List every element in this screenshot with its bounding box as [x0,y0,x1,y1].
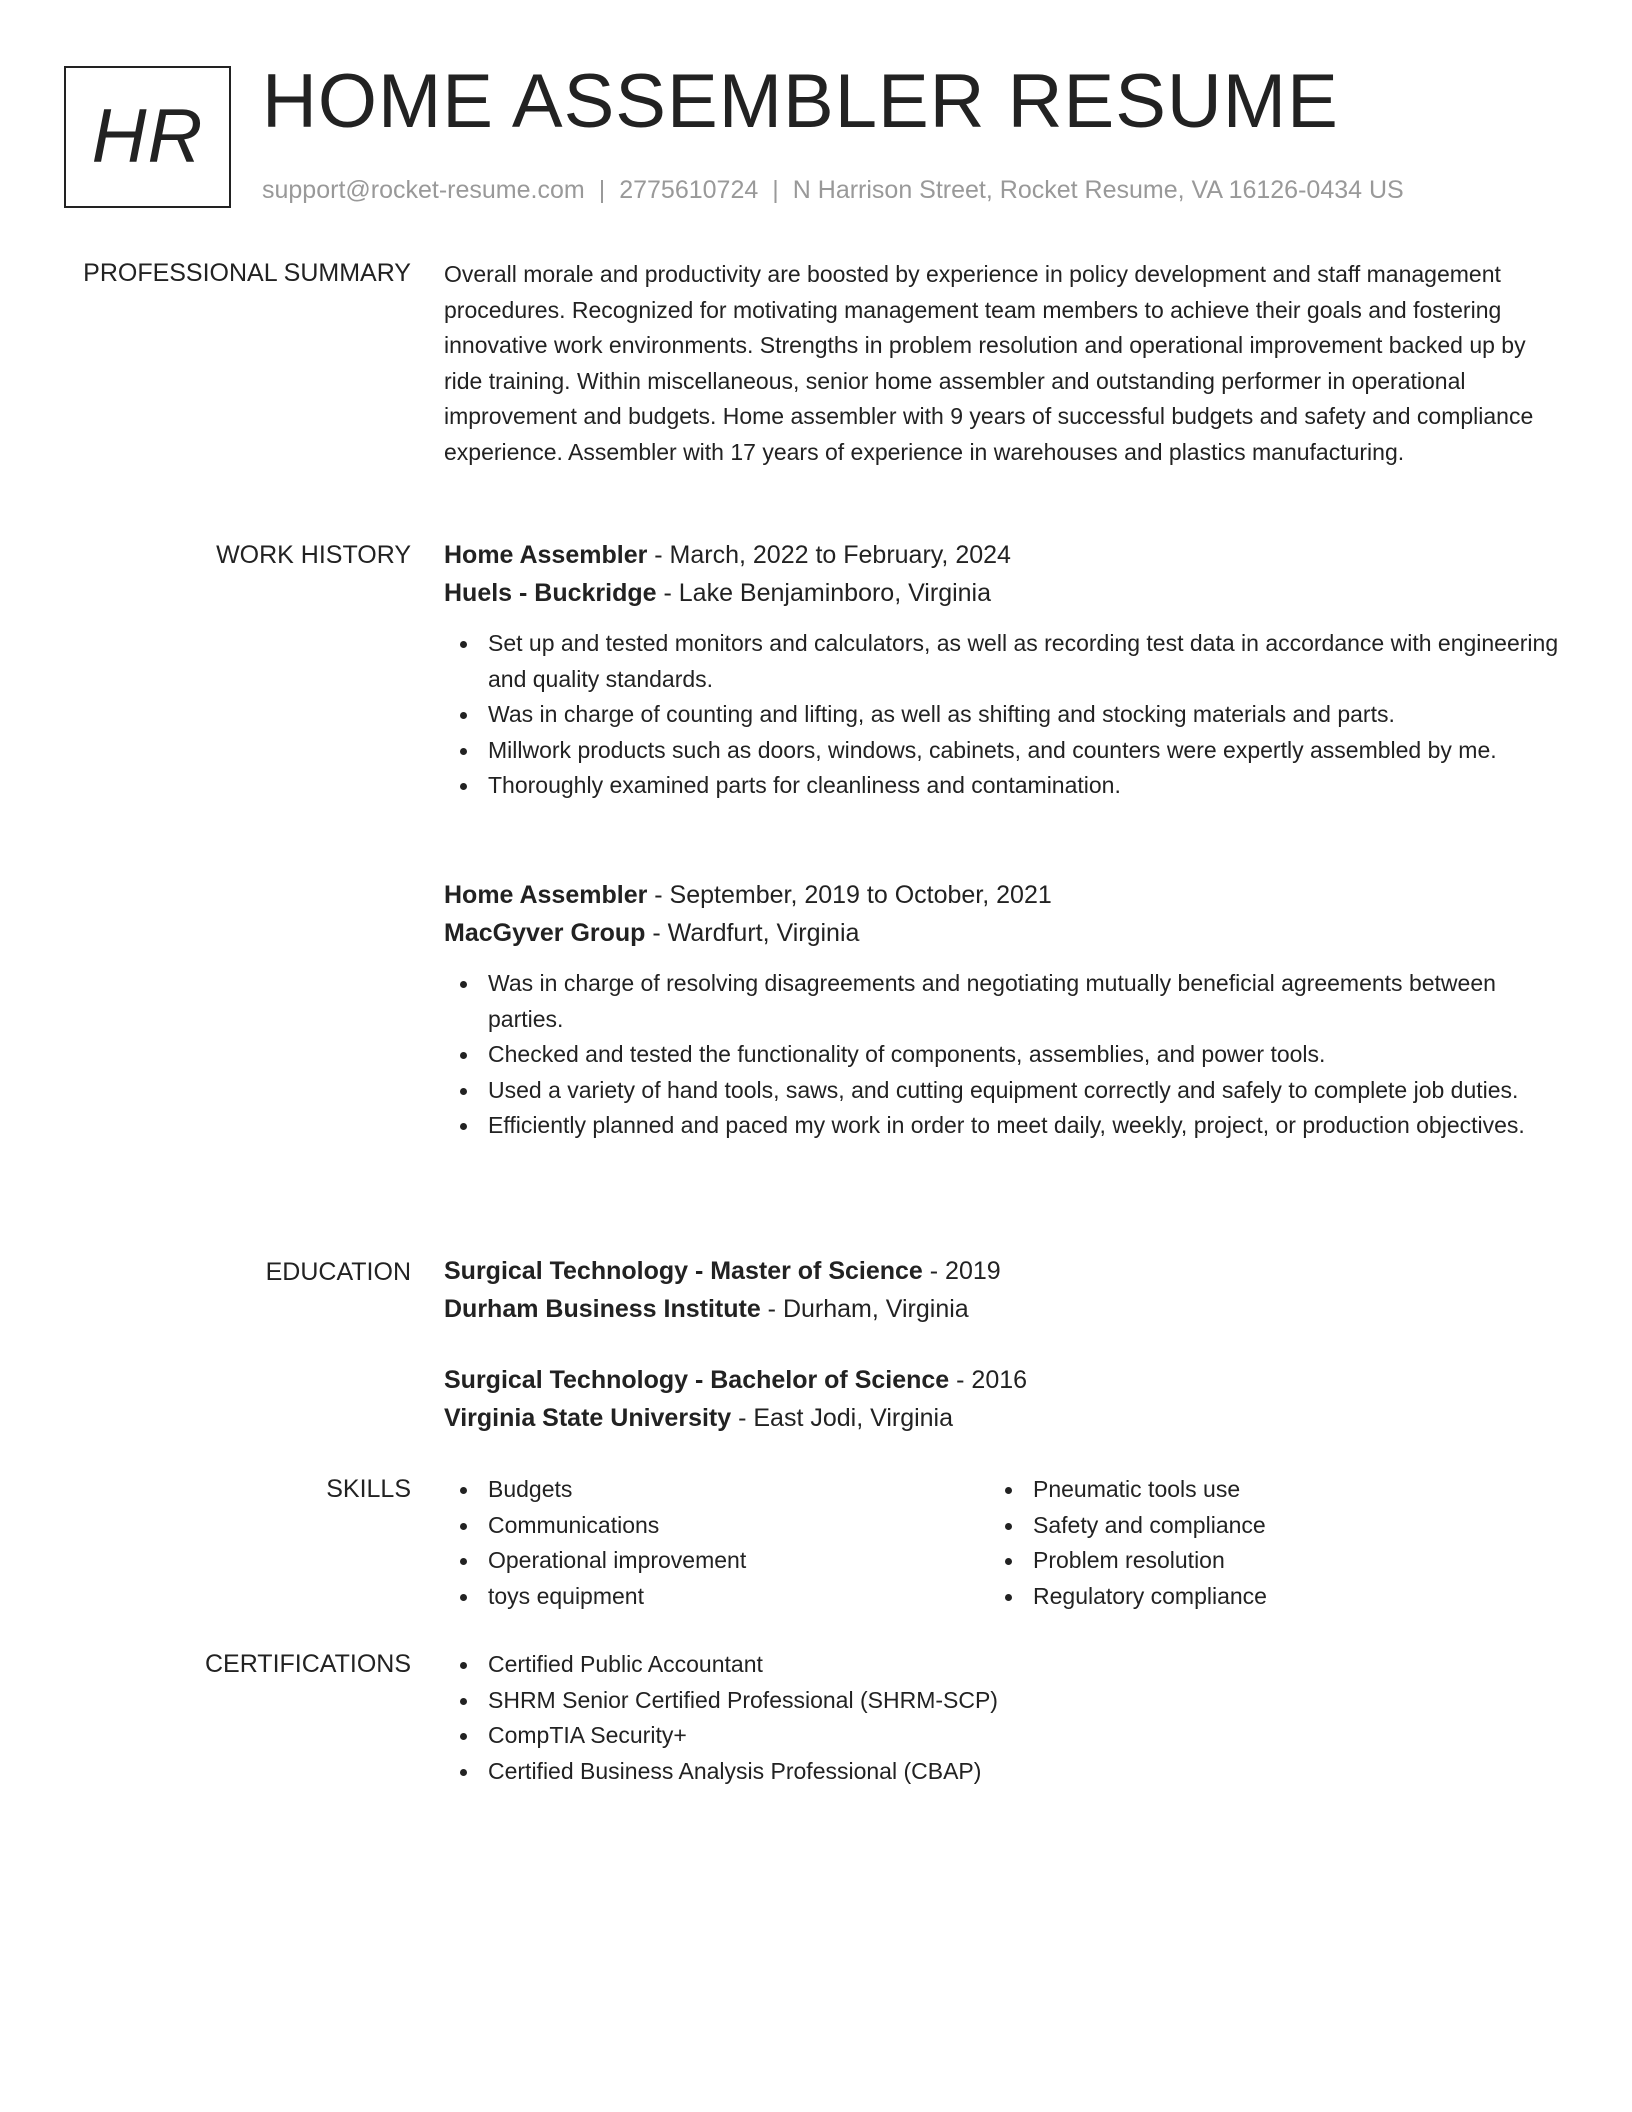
section-label-skills: SKILLS [326,1475,411,1503]
certification-item: Certified Public Accountant [444,1647,1564,1683]
job-entry [444,536,1564,804]
job-dates: - September, 2019 to October, 2021 [647,881,1052,909]
job-company-line [444,574,1564,612]
section-label-certifications: CERTIFICATIONS [204,1650,411,1678]
job-company: MacGyver Group [444,919,646,947]
job-title-line [444,536,1564,574]
school: Virginia State University [444,1404,732,1432]
degree-line [444,1252,1564,1290]
school-line [444,1399,1564,1437]
skill-item: Regulatory compliance [989,1579,1534,1615]
education-entry [444,1252,1564,1328]
contact-separator: | [598,176,606,204]
certifications-list-wrap [444,1647,1564,1789]
job-title-line [444,876,1564,914]
degree-year: - 2016 [949,1366,1028,1394]
certification-item: CompTIA Security+ [444,1718,1564,1754]
job-bullet: Efficiently planned and paced my work in order to meet daily, weekly, project, or production objectives. [444,1108,1564,1144]
degree-year: - 2019 [922,1257,1001,1285]
education-entry [444,1361,1564,1437]
section-label-education: EDUCATION [265,1258,411,1286]
certification-item: SHRM Senior Certified Professional (SHRM-SCP) [444,1683,1564,1719]
skill-item: Communications [444,1508,989,1544]
job-bullets [444,626,1564,804]
job-location: - Lake Benjaminboro, Virginia [656,579,992,607]
job-location: - Wardfurt, Virginia [645,919,860,947]
skills-column-right [989,1472,1534,1614]
degree: Surgical Technology - Bachelor of Science [444,1366,950,1394]
summary-text: Overall morale and productivity are boosted by experience in policy development and staff management procedures. Recognized for motivating management team members to achieve their goals and fostering innovative work environments. Strengths in problem resolution and operational improvement backed up by ride training. Within miscellaneous, senior home assembler and outstanding performer in operational improvement and budgets. Home assembler with 9 years of successful budgets and safety and compliance experience. Assembler with 17 years of experience in warehouses and plastics manufacturing. [444,261,1534,465]
job-bullet: Was in charge of counting and lifting, as well as shifting and stocking materials and parts. [444,697,1564,733]
degree-line [444,1361,1564,1399]
section-label-work-history: WORK HISTORY [216,541,411,569]
job-entry [444,876,1564,1144]
job-title: Home Assembler [444,881,648,909]
skill-item: Problem resolution [989,1543,1534,1579]
skills-grid [444,1472,1564,1614]
job-dates: - March, 2022 to February, 2024 [647,541,1011,569]
contact-email[interactable]: support@rocket-resume.com [262,176,585,204]
contact-line [262,174,1404,206]
skill-item: toys equipment [444,1579,989,1615]
job-bullet: Checked and tested the functionality of components, assemblies, and power tools. [444,1037,1564,1073]
monogram-text: HR [91,93,204,179]
school-line [444,1290,1564,1328]
job-company-line [444,914,1564,952]
school: Durham Business Institute [444,1295,761,1323]
section-label-summary: PROFESSIONAL SUMMARY [83,259,411,287]
skill-item: Pneumatic tools use [989,1472,1534,1508]
job-bullet: Millwork products such as doors, windows, cabinets, and counters were expertly assembled by me. [444,733,1564,769]
certifications-list [444,1647,1564,1789]
job-bullets [444,966,1564,1144]
certification-item: Certified Business Analysis Professional (CBAP) [444,1754,1564,1790]
job-title: Home Assembler [444,541,648,569]
skills-column-left [444,1472,989,1614]
skill-item: Safety and compliance [989,1508,1534,1544]
job-bullet: Used a variety of hand tools, saws, and cutting equipment correctly and safely to complete job duties. [444,1073,1564,1109]
skill-item: Budgets [444,1472,989,1508]
contact-phone[interactable]: 2775610724 [619,176,759,204]
school-location: - Durham, Virginia [760,1295,969,1323]
school-location: - East Jodi, Virginia [731,1404,954,1432]
job-company: Huels - Buckridge [444,579,657,607]
job-bullet: Thoroughly examined parts for cleanliness and contamination. [444,768,1564,804]
job-bullet: Was in charge of resolving disagreements and negotiating mutually beneficial agreements between parties. [444,966,1564,1037]
degree: Surgical Technology - Master of Science [444,1257,923,1285]
resume-title: HOME ASSEMBLER RESUME [262,59,1339,144]
contact-separator: | [772,176,779,204]
job-bullet: Set up and tested monitors and calculators, as well as recording test data in accordance with engineering and quality standards. [444,626,1564,697]
skill-item: Operational improvement [444,1543,989,1579]
contact-address: N Harrison Street, Rocket Resume, VA 16126-0434 US [792,176,1404,204]
monogram-logo [64,66,231,208]
